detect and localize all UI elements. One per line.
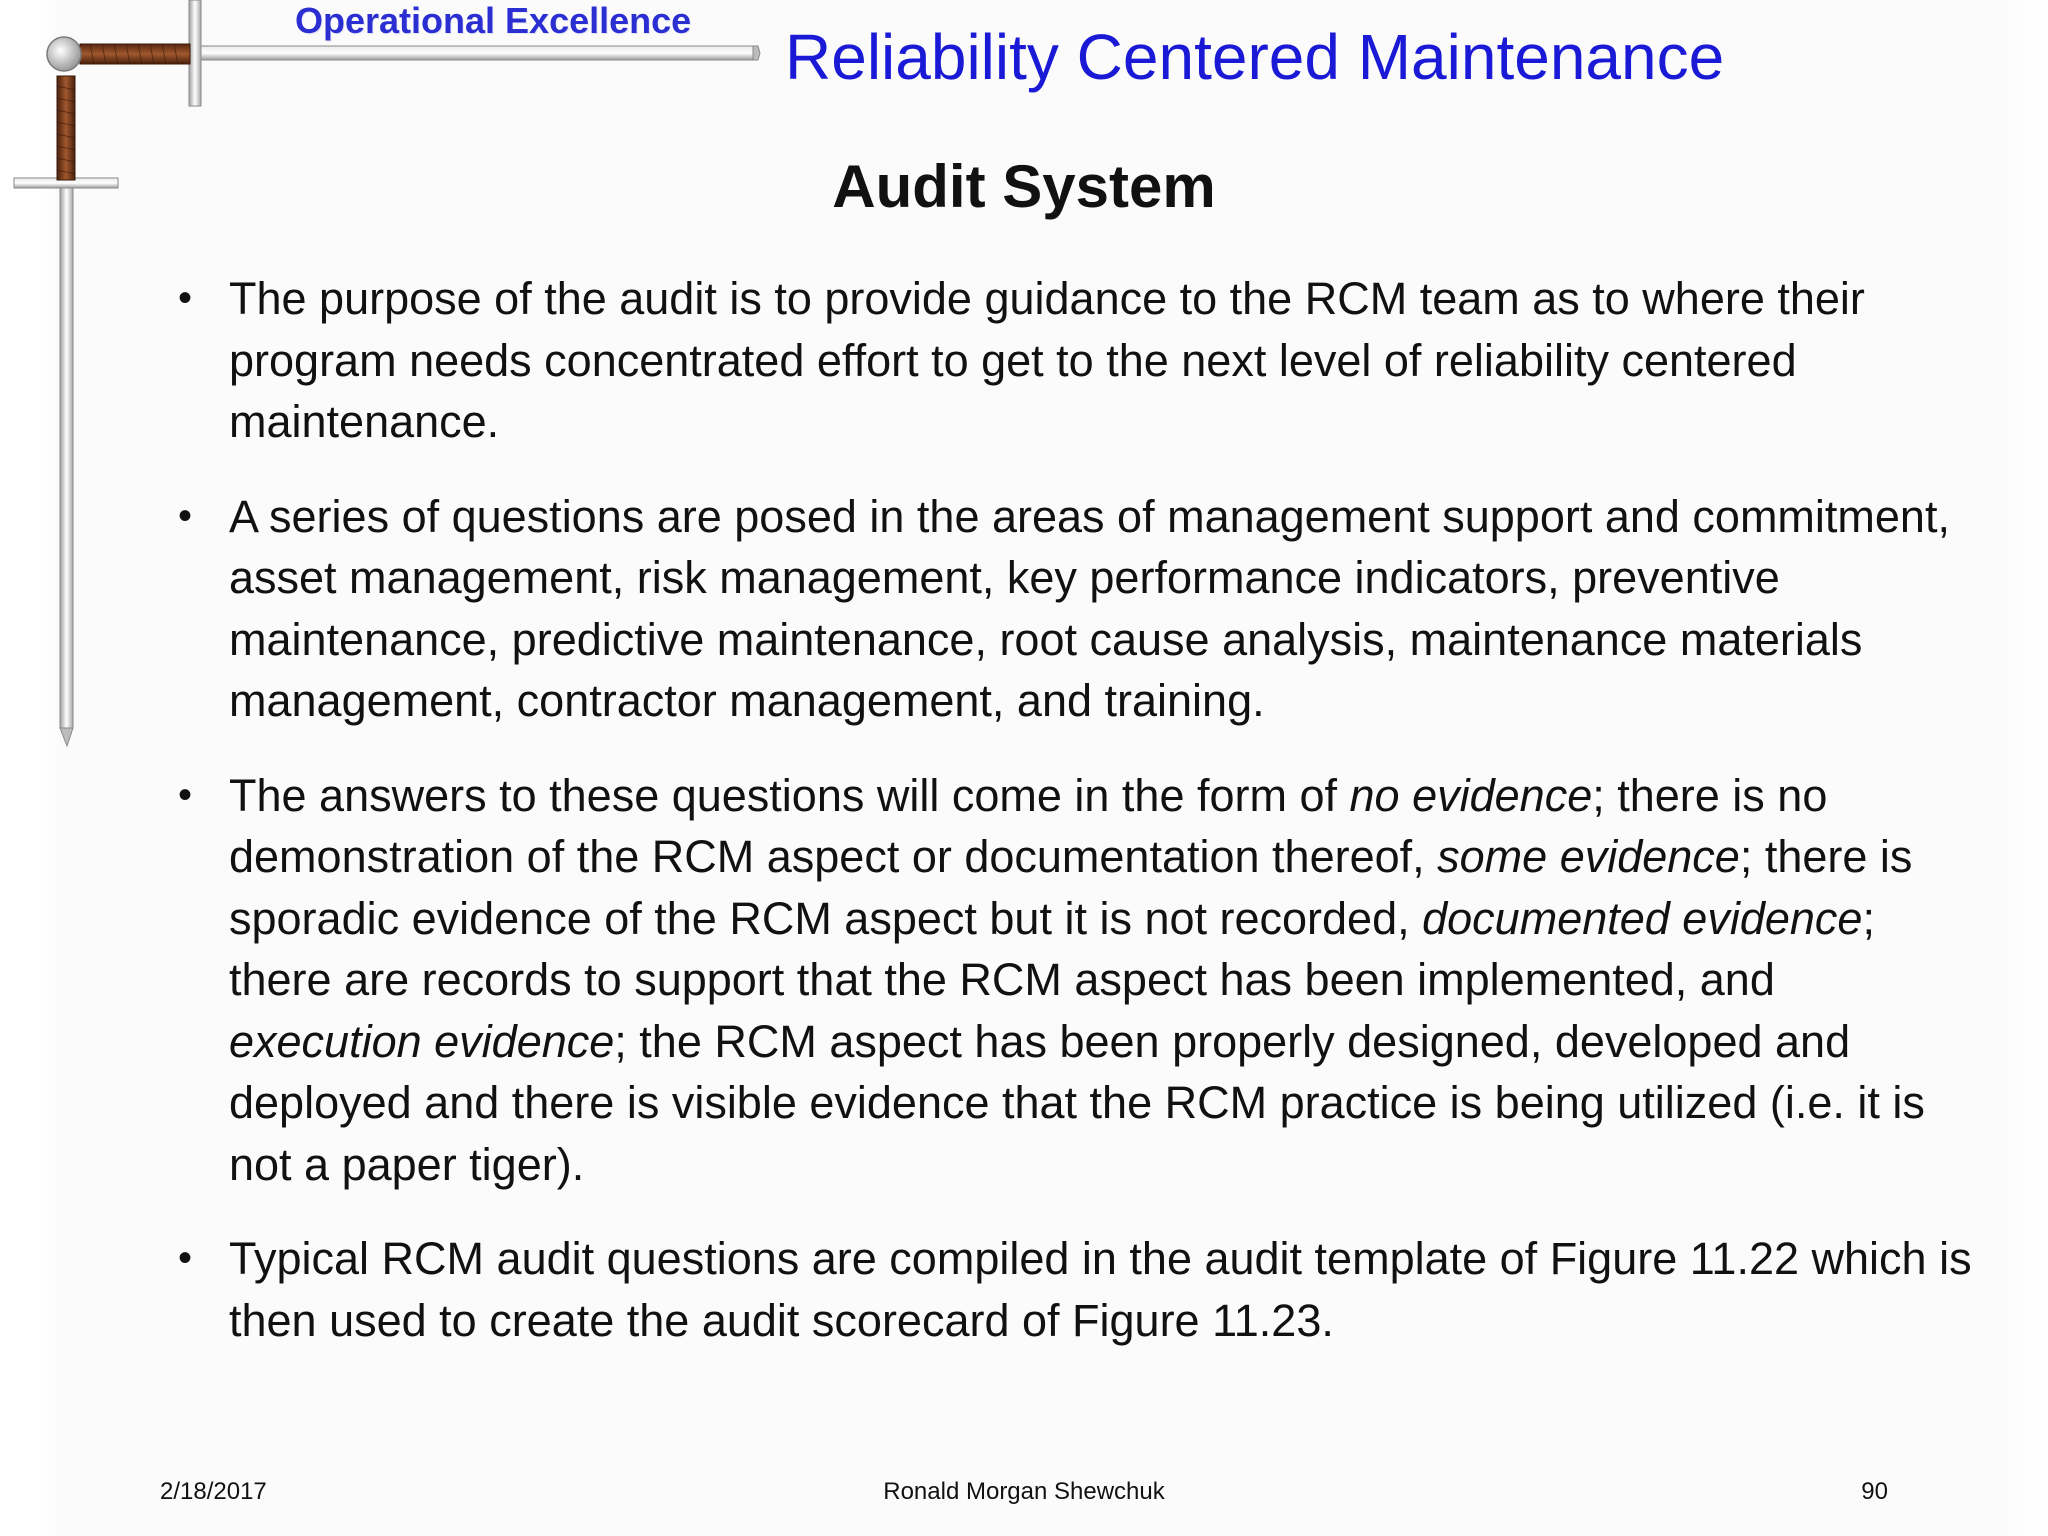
bullet-item <box>178 268 1978 453</box>
bullet-emphasis: no evidence <box>1349 769 1593 821</box>
bullet-text: The purpose of the audit is to provide guidance to the RCM team as to where their program needs concentrated effort to get to the next level of reliability centered maintenance. <box>229 273 1865 447</box>
bullet-list <box>178 268 1978 1384</box>
bullet-dot-icon: • <box>178 1236 193 1280</box>
bullet-emphasis: documented evidence <box>1422 892 1863 944</box>
footer-date: 2/18/2017 <box>160 1478 267 1505</box>
footer-author: Ronald Morgan Shewchuk <box>883 1478 1165 1505</box>
bullet-text: The answers to these questions will come in the form of <box>229 769 1350 821</box>
bullet-item <box>178 1228 1978 1351</box>
bullet-dot-icon: • <box>178 772 193 817</box>
bullet-text: ; the RCM aspect has been properly designed, developed and deployed and there is visible evidence that the RCM practice is being utilized (i.e. it is not a paper tiger). <box>229 1015 1925 1190</box>
bullet-text: Typical RCM audit questions are compiled in the audit template of Figure 11.22 which is then used to create the audit scorecard of Figure 11.23. <box>229 1233 1972 1346</box>
slide-subtitle-text: Audit System <box>832 153 1216 220</box>
bullet-dot-icon: • <box>178 276 193 320</box>
page-title: Reliability Centered Maintenance <box>785 21 1725 93</box>
brand-label: Operational Excellence <box>295 0 692 41</box>
bullet-text: A series of questions are posed in the areas of management support and commitment, asset management, risk management, key performance indicators, preventive maintenance, predictive maintenance, root cause analysis, maintenance materials management, contractor management, and training. <box>229 490 1950 726</box>
slide-subtitle <box>0 152 2048 221</box>
bullet-text: ; there are records to support that the RCM aspect has been implemented, and <box>229 892 1875 1005</box>
bullet-item <box>178 486 1978 732</box>
bullet-text: ; there is sporadic evidence of the RCM aspect but it is not recorded, <box>229 831 1913 944</box>
bullet-text: ; there is no demonstration of the RCM aspect or documentation thereof, <box>229 769 1828 882</box>
bullet-emphasis: execution evidence <box>229 1015 615 1067</box>
bullet-dot-icon: • <box>178 493 193 538</box>
bullet-emphasis: some evidence <box>1437 831 1740 882</box>
footer-page-number: 90 <box>1861 1478 1888 1505</box>
bullet-item <box>178 765 1978 1196</box>
